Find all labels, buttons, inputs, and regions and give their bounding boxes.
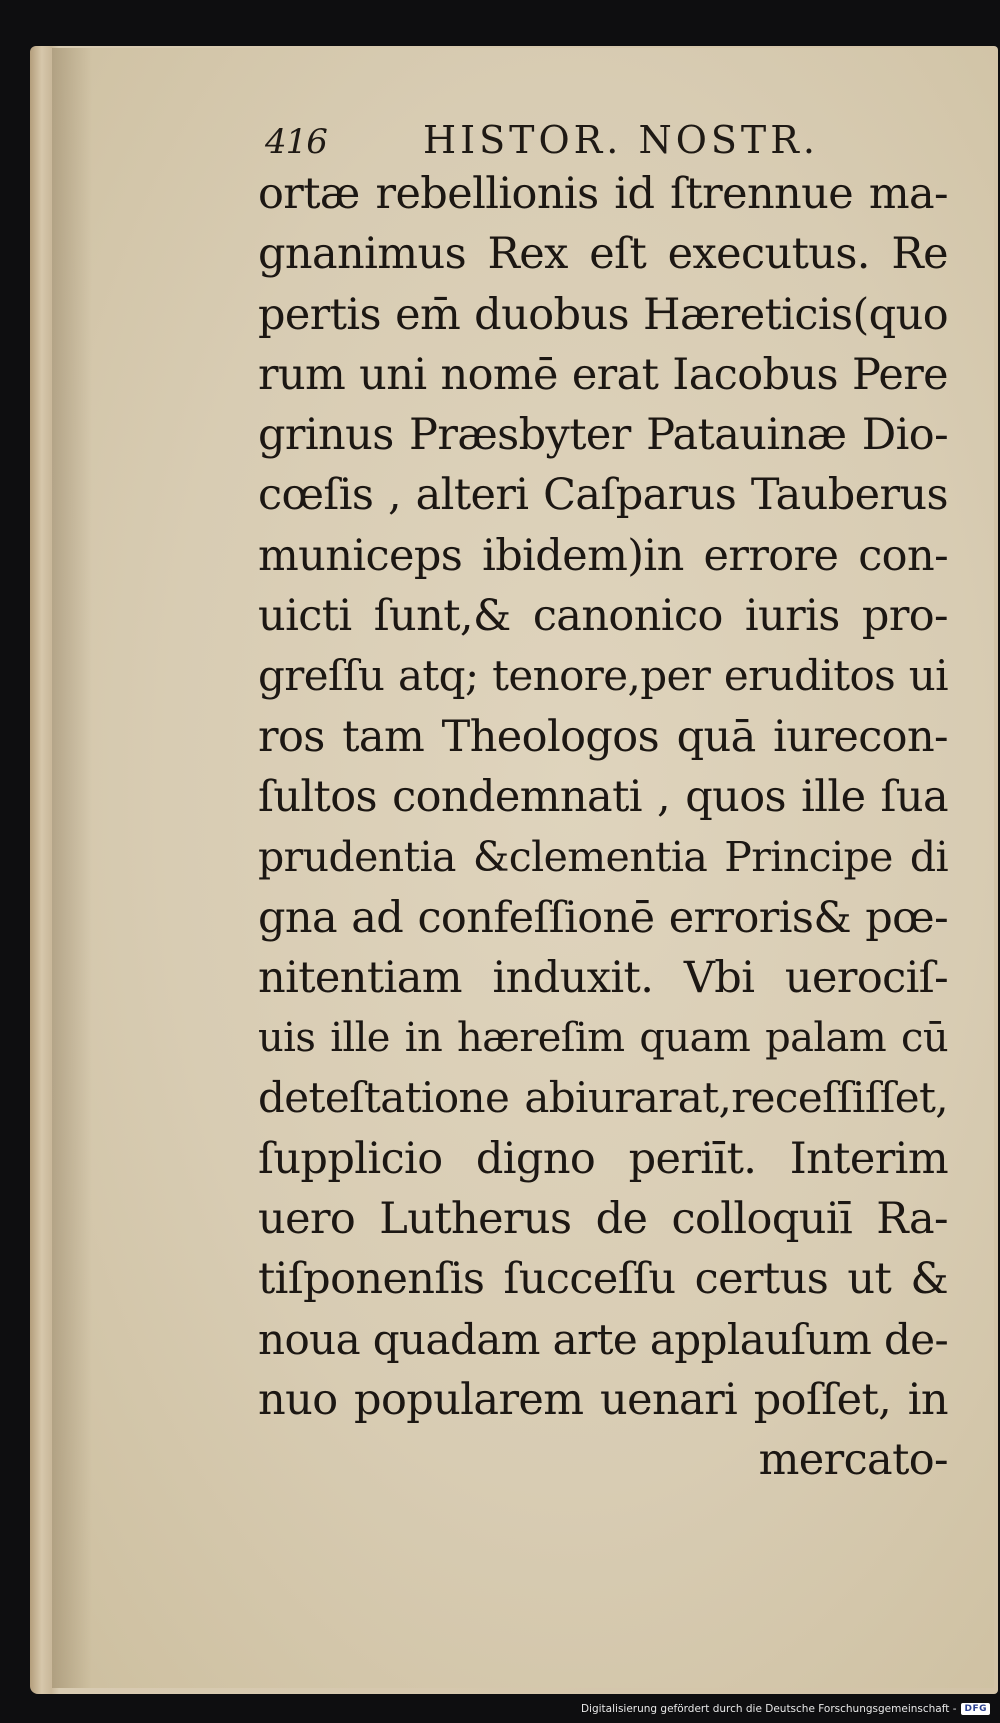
page-header: [265, 118, 865, 168]
text-line: municeps ibidem)in errore con-: [258, 530, 948, 581]
text-line: grinus Præsbyter Patauinæ Dio-: [258, 410, 948, 461]
text-line: uis ille in hæreſim quam palam cū: [258, 1015, 948, 1062]
running-head: HISTOR. NOSTR.: [423, 118, 819, 162]
text-line: uero Lutherus de colloquiī Ra-: [258, 1194, 948, 1245]
catchword: mercato-: [758, 1435, 948, 1486]
text-line: ſupplicio digno periīt. Interim: [258, 1133, 948, 1184]
text-line: tiſponenſis ſucceſſu certus ut &: [258, 1254, 948, 1305]
text-line: noua quadam arte applauſum de-: [258, 1314, 949, 1364]
page-number: 416: [265, 122, 327, 162]
text-line: ortæ rebellionis id ſtrennue ma-: [258, 169, 948, 219]
text-line: pertis em̄ duobus Hæreticis(quo: [258, 289, 948, 340]
gutter-shadow: [52, 48, 92, 1688]
text-line: prudentia &clementia Principe di: [258, 833, 948, 882]
digitization-credit: [581, 1699, 990, 1719]
body-text: [258, 164, 958, 1491]
text-line: uicti ſunt,& canonico iuris pro-: [258, 591, 948, 642]
credit-text: Digitalisierung gefördert durch die Deutsche Forschungsgemeinschaft -: [580, 1703, 957, 1715]
text-line: ſultos condemnati , quos ille ſua: [258, 771, 948, 822]
text-line: gna ad confeſſionē erroris& pœ-: [258, 892, 948, 943]
text-line: greſſu atq; tenore,per eruditos ui: [258, 651, 948, 701]
text-line: cœſis , alteri Caſparus Tauberus: [258, 470, 948, 521]
text-line: nuo popularem uenari poſſet, in: [258, 1374, 948, 1425]
text-line: deteſtatione abiurarat,receſſiſſet,: [258, 1073, 948, 1123]
text-line: nitentiam induxit. Vbi uerociſ-: [258, 952, 948, 1003]
text-line: ros tam Theologos quā iurecon-: [258, 711, 948, 762]
dfg-logo: DFG: [961, 1703, 990, 1715]
text-line: rum uni nomē erat Iacobus Pere: [258, 349, 948, 400]
text-line: gnanimus Rex eſt executus. Re: [258, 229, 948, 280]
